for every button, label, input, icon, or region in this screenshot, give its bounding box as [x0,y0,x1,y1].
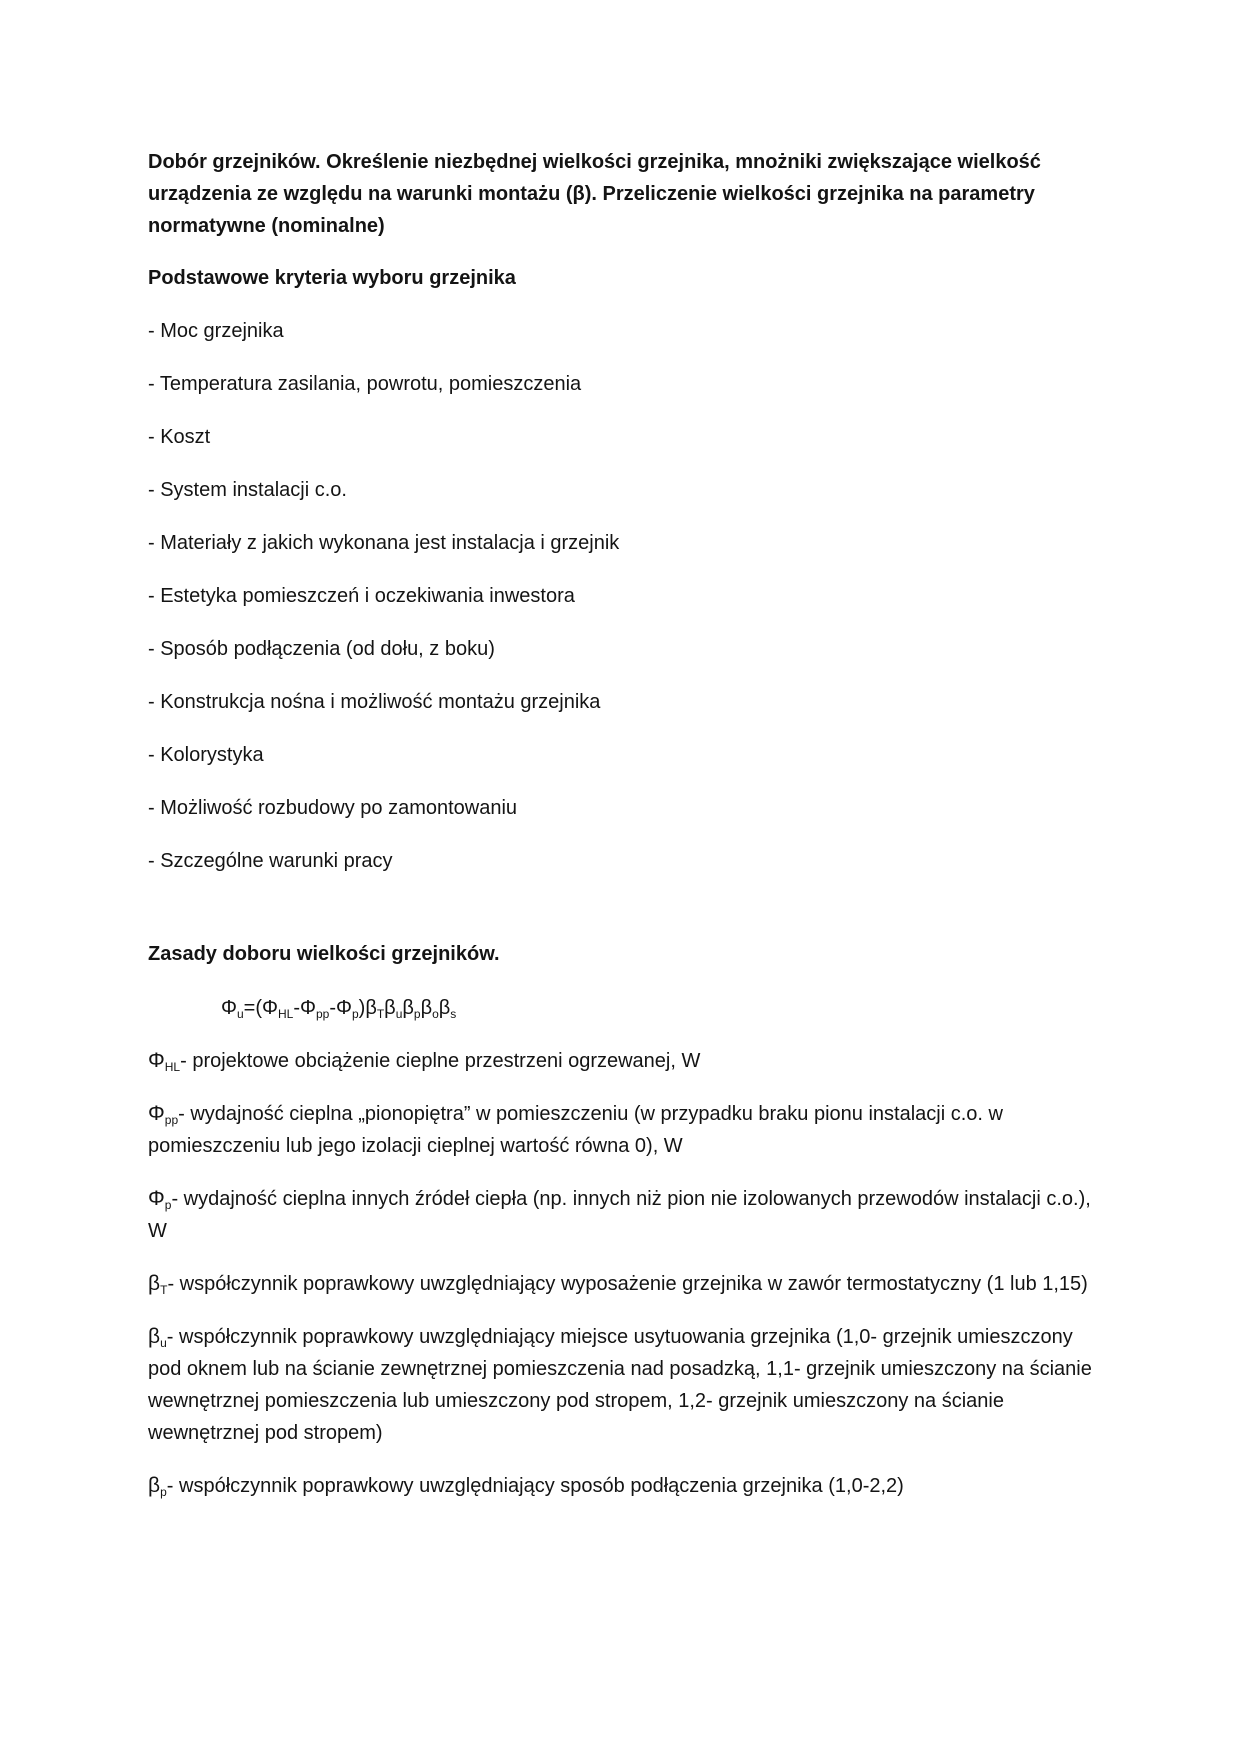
definition-beta-u [148,1321,1098,1449]
definition-text: - wydajność cieplna innych źródeł ciepła (np. innych niż pion nie izolowanych przewodów instalacji c.o.), W [148,1188,1091,1242]
definition-text: - współczynnik poprawkowy uwzględniający wyposażenie grzejnika w zawór termostatyczny (1 lub 1,15) [167,1273,1088,1295]
criteria-item: - Konstrukcja nośna i możliwość montażu grzejnika [148,691,601,713]
definition-subscript: T [160,1283,168,1297]
definition-subscript: HL [164,1060,181,1074]
criteria-item: - Estetyka pomieszczeń i oczekiwania inwestora [148,585,575,607]
criteria-item: - Materiały z jakich wykonana jest instalacja i grzejnik [148,532,620,554]
criteria-item: - Sposób podłączenia (od dołu, z boku) [148,638,495,660]
definition-phi-hl [148,1045,1098,1077]
definition-symbol: β [148,1325,161,1348]
definition-symbol: Φ [148,1102,165,1125]
definition-text: - wydajność cieplna „pionopiętra” w pomieszczeniu (w przypadku braku pionu instalacji c.o. w pomieszczeniu lub jego izolacji cieplnej wartość równa 0), W [148,1103,1003,1157]
definition-beta-t [148,1268,1098,1300]
criteria-item: - Kolorystyka [148,744,264,766]
criteria-list [148,315,1098,877]
definition-phi-pp [148,1098,1098,1162]
definition-text: - projektowe obciążenie cieplne przestrzeni ogrzewanej, W [180,1050,701,1072]
definition-subscript: p [164,1198,172,1212]
rules-heading: Zasady doboru wielkości grzejników. [148,943,500,965]
definition-subscript: u [160,1336,167,1350]
definition-text: - współczynnik poprawkowy uwzględniający miejsce usytuowania grzejnika (1,0- grzejnik umieszczony pod oknem lub na ścianie zewnętrznej pomieszczenia nad posadzką, 1,1- grzejnik umieszczony na ścianie wewnętrznej pomieszczenia lub umieszczony pod stropem, 1,2- grzejnik umieszczony na ścianie wewnętrznej pod stropem) [148,1326,1092,1444]
definition-phi-p [148,1183,1098,1247]
document-content [148,146,1098,1523]
criteria-item: - Szczególne warunki pracy [148,850,393,872]
definition-symbol: β [148,1272,161,1295]
criteria-item: - Możliwość rozbudowy po zamontowaniu [148,797,518,819]
definition-subscript: pp [164,1113,179,1127]
criteria-item: - Temperatura zasilania, powrotu, pomieszczenia [148,373,582,395]
definition-symbol: Φ [148,1187,165,1210]
definition-text: - współczynnik poprawkowy uwzględniający sposób podłączenia grzejnika (1,0-2,2) [166,1475,904,1497]
definition-subscript: p [160,1485,167,1499]
criteria-item: - System instalacji c.o. [148,479,347,501]
criteria-item: - Moc grzejnika [148,320,284,342]
document-title: Dobór grzejników. Określenie niezbędnej wielkości grzejnika, mnożniki zwiększające wielkość urządzenia ze względu na warunki montażu (β). Przeliczenie wielkości grzejnika na parametry normatywne (nominalne) [148,151,1041,237]
sizing-formula: $\Phi_u=(\Phi_{HL}-\Phi_{pp}-\Phi_p)\beta_T\beta_u\beta_p\beta_o\beta_s$ [221,997,457,1021]
criteria-item: - Koszt [148,426,211,448]
definition-beta-p [148,1470,1098,1502]
definition-symbol: β [148,1474,161,1497]
definition-symbol: Φ [148,1049,165,1072]
criteria-heading: Podstawowe kryteria wyboru grzejnika [148,267,516,289]
